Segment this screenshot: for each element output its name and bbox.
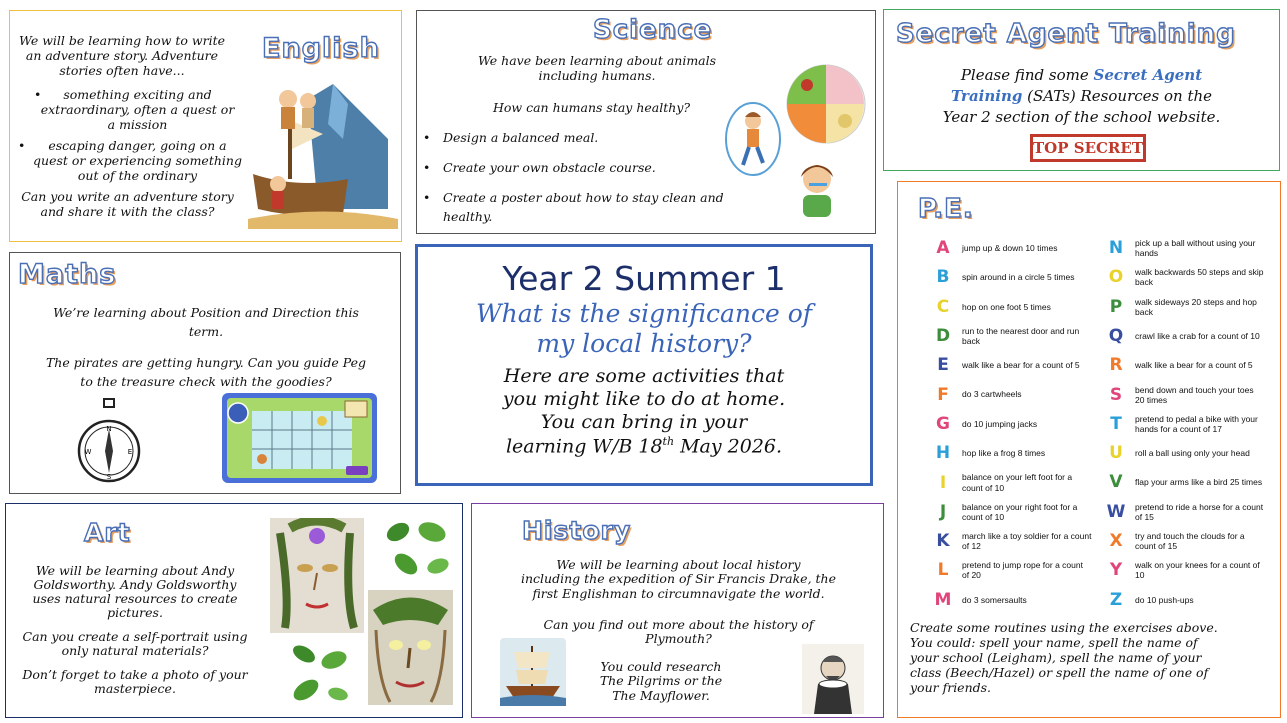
pe-exercise-t [1105,414,1265,434]
pe-exercise-text: pretend to ride a horse for a count of 15 [1135,501,1264,522]
pe-letter: J [939,501,947,522]
pe-letter: D [935,326,951,347]
pe-letter: Z [1109,589,1123,610]
pe-exercise-text: walk on your knees for a count of 10 [1135,560,1260,581]
pe-exercise-text: hop like a frog 8 times [962,448,1046,458]
pe-exercise-h [932,443,1092,463]
pe-exercise-s [1105,385,1265,405]
pe-letter: B [936,267,950,288]
pe-exercise-z [1105,590,1265,610]
pe-exercise-o [1105,267,1265,287]
history-research: You could research The Pilgrims or the The Mayflower. [599,659,723,703]
pe-letter: O [1108,267,1124,288]
secret-agent-link[interactable]: Training [950,87,1023,105]
history-intro: We will be learning about local history including the expedition of Sir Francis Drake, the first Englishman to circumnavigate the world. [521,557,836,601]
pe-exercise-y [1105,560,1265,580]
pe-exercise-text: spin around in a circle 5 times [962,272,1075,283]
art-panel [5,503,463,718]
pe-letter: N [1108,238,1124,259]
pe-exercise-g [932,414,1092,434]
pe-exercise-text: balance on your left foot for a count of 10 [962,472,1073,493]
sir-francis-drake-portrait [802,644,864,714]
pe-exercise-text: walk sideways 20 steps and hop back [1135,296,1257,317]
pe-panel [897,181,1281,718]
centre-heading: Year 2 Summer 1 [502,259,786,298]
english-bullet-1: something exciting and extraordinary, often a quest or a mission [40,87,235,132]
pe-exercise-text: do 3 cartwheels [962,389,1022,400]
science-item-3: Create a poster about how to stay clean and healthy. [443,190,724,224]
science-intro: We have been learning about animals including humans. [477,53,717,83]
leaf-face-portrait-1 [270,518,364,633]
secret-agent-link[interactable]: Secret Agent [1093,66,1203,84]
svg-text:S: S [106,473,112,481]
pe-letter: T [1110,413,1122,434]
brushing-teeth-illustration [789,157,845,223]
secret-agent-title: Secret Agent Training [896,19,1236,49]
balanced-plate-illustration [785,63,867,145]
pe-letter: K [936,531,950,552]
art-title: Art [84,518,131,547]
pe-letter: F [937,384,949,405]
science-item: • [423,130,431,145]
pe-exercise-text: try and touch the clouds for a count of 15 [1135,531,1245,552]
pe-letter: Y [1109,560,1123,581]
svg-text:W: W [84,448,92,456]
pe-exercise-text: walk like a bear for a count of 5 [962,360,1080,371]
svg-text:N: N [106,425,112,433]
pe-exercise-text: jump up & down 10 times [962,242,1058,253]
science-item-1: Design a balanced meal. [443,130,599,145]
centre-question: What is the significance of my local history? [475,299,812,358]
pe-exercise-text: walk like a bear for a count of 5 [1135,360,1253,371]
secret-agent-text: Please find some Secret Agent Training (SATs) Resources on the Year 2 section of the school website. [942,66,1221,126]
pe-instructions: Create some routines using the exercises above. You could: spell your name, spell the name of your school (Leigham), spell the name of your class (Beech/Hazel) or spell the name of one of your friends. [910,620,1218,695]
science-title: Science [593,15,713,45]
pe-letter: M [934,589,952,610]
maths-task: The pirates are getting hungry. Can you guide Peg to the treasure check with the goodies? [45,355,367,389]
pe-exercise-w [1105,502,1265,522]
pe-letter: U [1109,443,1123,464]
pe-exercise-l [932,560,1092,580]
pe-letter: V [1109,472,1123,493]
svg-text:E: E [127,448,133,456]
science-item-2: Create your own obstacle course. [443,160,656,175]
english-intro: We will be learning how to write an adventure story. Adventure stories often have... [19,33,225,78]
pe-exercise-v [1105,472,1265,492]
pe-exercise-q [1105,326,1265,346]
bullet-dot: • [18,138,26,153]
pe-exercise-r [1105,355,1265,375]
history-title: History [522,516,632,545]
history-question: Can you find out more about the history of Plymouth? [543,617,814,647]
pe-exercise-u [1105,443,1265,463]
history-panel [471,503,884,718]
pe-exercise-a [932,238,1092,258]
pe-exercise-text: run to the nearest door and run back [962,325,1080,347]
pe-exercise-text: balance on your right foot for a count of 10 [962,501,1078,522]
centre-activities: Here are some activities that you might like to do at home. You can bring in your learning W/B 18th May 2026. [502,365,786,457]
pe-letter: X [1109,531,1123,552]
pe-exercise-j [932,502,1092,522]
pe-exercise-text: pretend to jump rope for a count of 20 [962,560,1083,581]
pe-letter: I [939,472,947,493]
english-bullet-2: escaping danger, going on a quest or experiencing something out of the ordinary [33,138,242,183]
english-panel [9,10,402,242]
pe-letter: G [936,413,950,434]
pe-letter: P [1109,296,1123,317]
science-item: • [423,190,431,205]
pe-exercise-text: walk backwards 50 steps and skip back [1135,267,1264,288]
science-item: • [423,160,431,175]
english-question: Can you write an adventure story and share it with the class? [21,189,234,219]
pe-exercise-text: do 10 jumping jacks [962,418,1038,429]
pe-exercise-text: flap your arms like a bird 25 times [1135,477,1263,488]
pe-exercise-text: pick up a ball without using your hands [1135,238,1256,259]
treasure-game-screenshot[interactable] [222,393,377,483]
pe-letter: A [936,238,950,258]
pe-exercise-p [1105,297,1265,317]
leaves-illustration-2 [284,638,358,710]
bullet-dot: • [34,87,42,102]
secret-agent-panel [883,9,1280,171]
skipping-child-illustration [723,99,783,179]
pe-letter: L [937,560,949,581]
top-secret-stamp: TOP SECRET [1030,134,1146,162]
pe-exercise-x [1105,531,1265,551]
pe-exercise-text: crawl like a crab for a count of 10 [1135,330,1260,341]
pe-letter: H [935,443,951,464]
pe-title: P.E. [918,194,974,224]
art-text: We will be learning about Andy Goldsworthy. Andy Goldsworthy uses natural resources to create pictures. Can you create a self-portrait using only natural materials? Don’t forget to take a photo of your masterpiece. [22,563,248,696]
pe-exercise-text: march like a toy soldier for a count of 12 [962,531,1092,552]
pe-exercise-c [932,297,1092,317]
pe-exercise-m [932,590,1092,610]
pe-exercise-f [932,385,1092,405]
pe-exercise-text: do 3 somersaults [962,594,1027,605]
pirate-adventure-illustration [248,79,398,229]
leaf-face-portrait-2 [368,590,453,705]
pe-exercise-k [932,531,1092,551]
pe-letter: S [1109,384,1123,405]
pe-exercise-text: pretend to pedal a bike with your hands for a count of 17 [1135,413,1258,434]
pe-exercise-text: roll a ball using only your head [1135,448,1250,458]
centre-panel [415,244,873,486]
science-question: How can humans stay healthy? [493,100,691,115]
maths-intro: We’re learning about Position and Direction this term. [53,305,359,339]
leaves-illustration-1 [380,514,454,586]
pe-exercise-e [932,355,1092,375]
english-title: English [262,33,380,64]
pe-letter: W [1106,501,1126,522]
pe-letter: E [937,355,949,376]
compass-icon [74,397,144,487]
pe-exercise-i [932,472,1092,492]
science-panel [416,10,876,234]
pe-exercise-n [1105,238,1265,258]
pe-letter: C [936,296,950,317]
pe-exercise-text: bend down and touch your toes 20 times [1135,384,1254,405]
maths-panel [9,252,401,494]
maths-title: Maths [18,259,117,290]
pe-letter: Q [1108,325,1124,346]
sailing-ship-illustration [500,638,566,706]
pe-exercise-text: hop on one foot 5 times [962,301,1051,312]
pe-letter: R [1109,355,1123,376]
pe-exercise-d [932,326,1092,346]
pe-exercise-b [932,267,1092,287]
pe-exercise-text: do 10 push-ups [1135,594,1194,605]
